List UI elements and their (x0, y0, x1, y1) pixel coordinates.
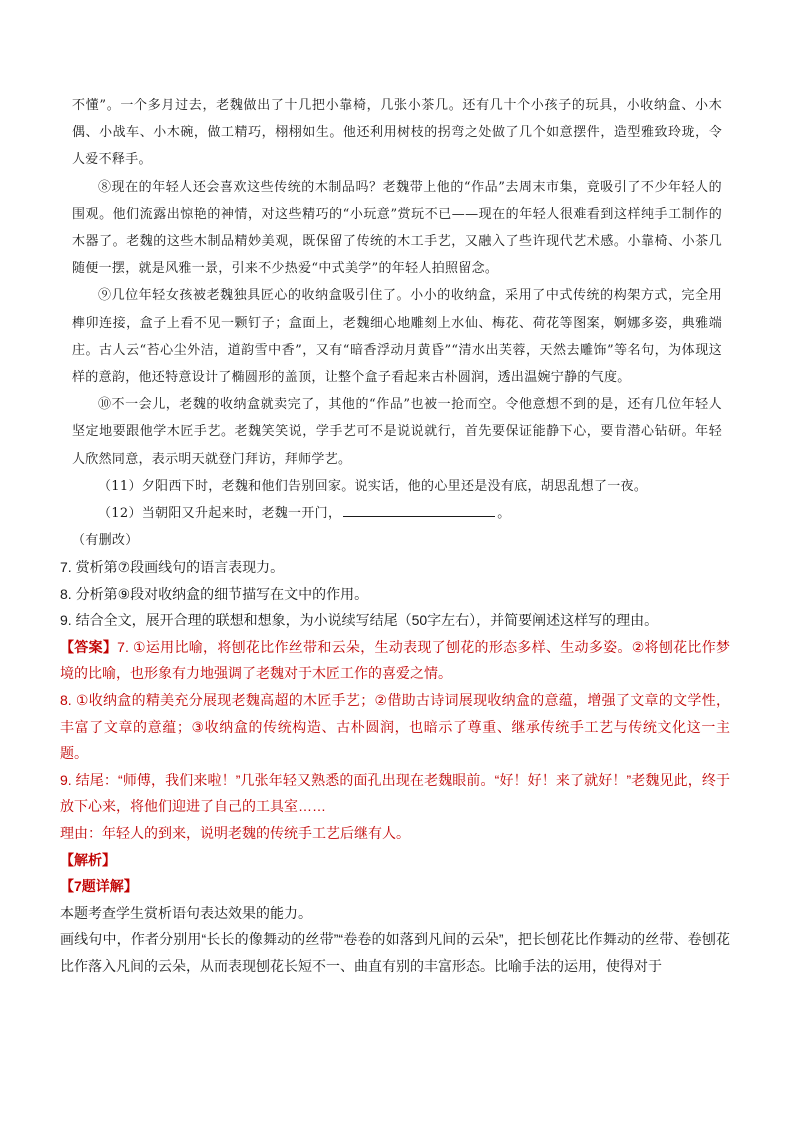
answer-7-text: 7. ①运用比喻，将刨花比作丝带和云朵，生动表现了刨花的形态多样、生动多姿。②将刨花比作梦境的比喻，也形象有力地强调了老魏对于木匠工作的喜爱之情。 (60, 638, 731, 682)
story-paragraph-continued: 不懂”。一个多月过去，老魏做出了十几把小靠椅，几张小茶几。还有几十个小孩子的玩具，小收纳盒、小木偶、小战车、小木碗，做工精巧，栩栩如生。他还利用树枝的拐弯之处做了几个如意摆件，造型雅致玲珑，令人爱不释手。 (72, 98, 722, 168)
fill-in-blank-line (343, 502, 495, 517)
question-9: 9. 结合全文，展开合理的联想和想象，为小说续写结尾（50字左右），并简要阐述这样写的理由。 (60, 612, 659, 629)
answer-tag: 【答案】 (60, 638, 118, 655)
analysis-line-1: 本题考查学生赏析语句表达效果的能力。 (60, 904, 312, 921)
answer-9: 9. 结尾：“师傅，我们来啦！”几张年轻又熟悉的面孔出现在老魏眼前。“好！好！来了就好！”老魏见此，终于放下心来，将他们迎进了自己的工具室…… (60, 771, 730, 815)
story-passage (72, 92, 722, 554)
source-note: （有删改） (72, 533, 139, 549)
story-paragraph-10: ⑩不一会儿，老魏的收纳盒就卖完了，其他的“作品”也被一抢而空。令他意想不到的是，还有几位年轻人坚定地要跟他学木匠手艺。老魏笑笑说，学手艺可不是说说就行，首先要保证能静下心，要肯潜心钻研。年轻人欣然同意，表示明天就登门拜访，拜师学艺。 (72, 397, 722, 467)
question-7: 7. 赏析第⑦段画线句的语言表现力。 (60, 559, 285, 575)
answer-7 (60, 634, 730, 687)
story-paragraph-12 (72, 500, 722, 527)
story-paragraph-12-text: （12）当朝阳又升起来时，老魏一开门， (98, 506, 342, 522)
analysis-tag: 【解析】 (60, 851, 116, 868)
answer-8: 8. ①收纳盒的精美充分展现老魏高超的木匠手艺；②借助古诗词展现收纳盒的意蕴，增强了文章的文学性，丰富了文章的意蕴；③收纳盒的传统构造、古朴圆润，也暗示了尊重、继承传统手工艺与传统文化这一主题。 (60, 691, 730, 762)
question-8: 8. 分析第⑨段对收纳盒的细节描写在文中的作用。 (60, 585, 369, 602)
story-paragraph-11: （11）夕阳西下时，老魏和他们告别回家。说实话，他的心里还是没有底，胡思乱想了一夜。 (98, 478, 648, 494)
answer-9-reason: 理由：年轻人的到来，说明老魏的传统手工艺后继有人。 (60, 824, 410, 841)
questions-and-answers (60, 554, 730, 980)
analysis-line-2: 画线句中，作者分别用“长长的像舞动的丝带”“卷卷的如落到凡间的云朵”，把长刨花比作舞动的丝带、卷刨花比作落入凡间的云朵，从而表现刨花长短不一、曲直有别的丰富形态。比喻手法的运用，使得对于 (60, 931, 730, 974)
analysis-subtag-q7: 【7题详解】 (60, 878, 138, 895)
story-paragraph-8: ⑧现在的年轻人还会喜欢这些传统的木制品吗？老魏带上他的“作品”去周末市集，竟吸引了不少年轻人的围观。他们流露出惊艳的神情，对这些精巧的“小玩意”赏玩不已——现在的年轻人很难看到这样纯手工制作的木器了。老魏的这些木制品精妙美观，既保留了传统的木工手艺，又融入了些许现代艺术感。小靠椅、小茶几随便一摆，就是风雅一景，引来不少热爱“中式美学”的年轻人拍照留念。 (72, 179, 722, 277)
story-paragraph-12-end: 。 (497, 506, 511, 522)
story-paragraph-9: ⑨几位年轻女孩被老魏独具匠心的收纳盒吸引住了。小小的收纳盒，采用了中式传统的构架方式，完全用榫卯连接，盒子上看不见一颗钉子；盒面上，老魏细心地雕刻上水仙、梅花、荷花等图案，婀娜多姿，典雅端庄。古人云“苔心尘外洁，道韵雪中香”，又有“暗香浮动月黄昏”“清水出芙蓉，天然去雕饰”等名句，为体现这样的意韵，他还特意设计了椭圆形的盖顶，让整个盒子看起来古朴圆润，透出温婉宁静的气度。 (72, 288, 722, 386)
